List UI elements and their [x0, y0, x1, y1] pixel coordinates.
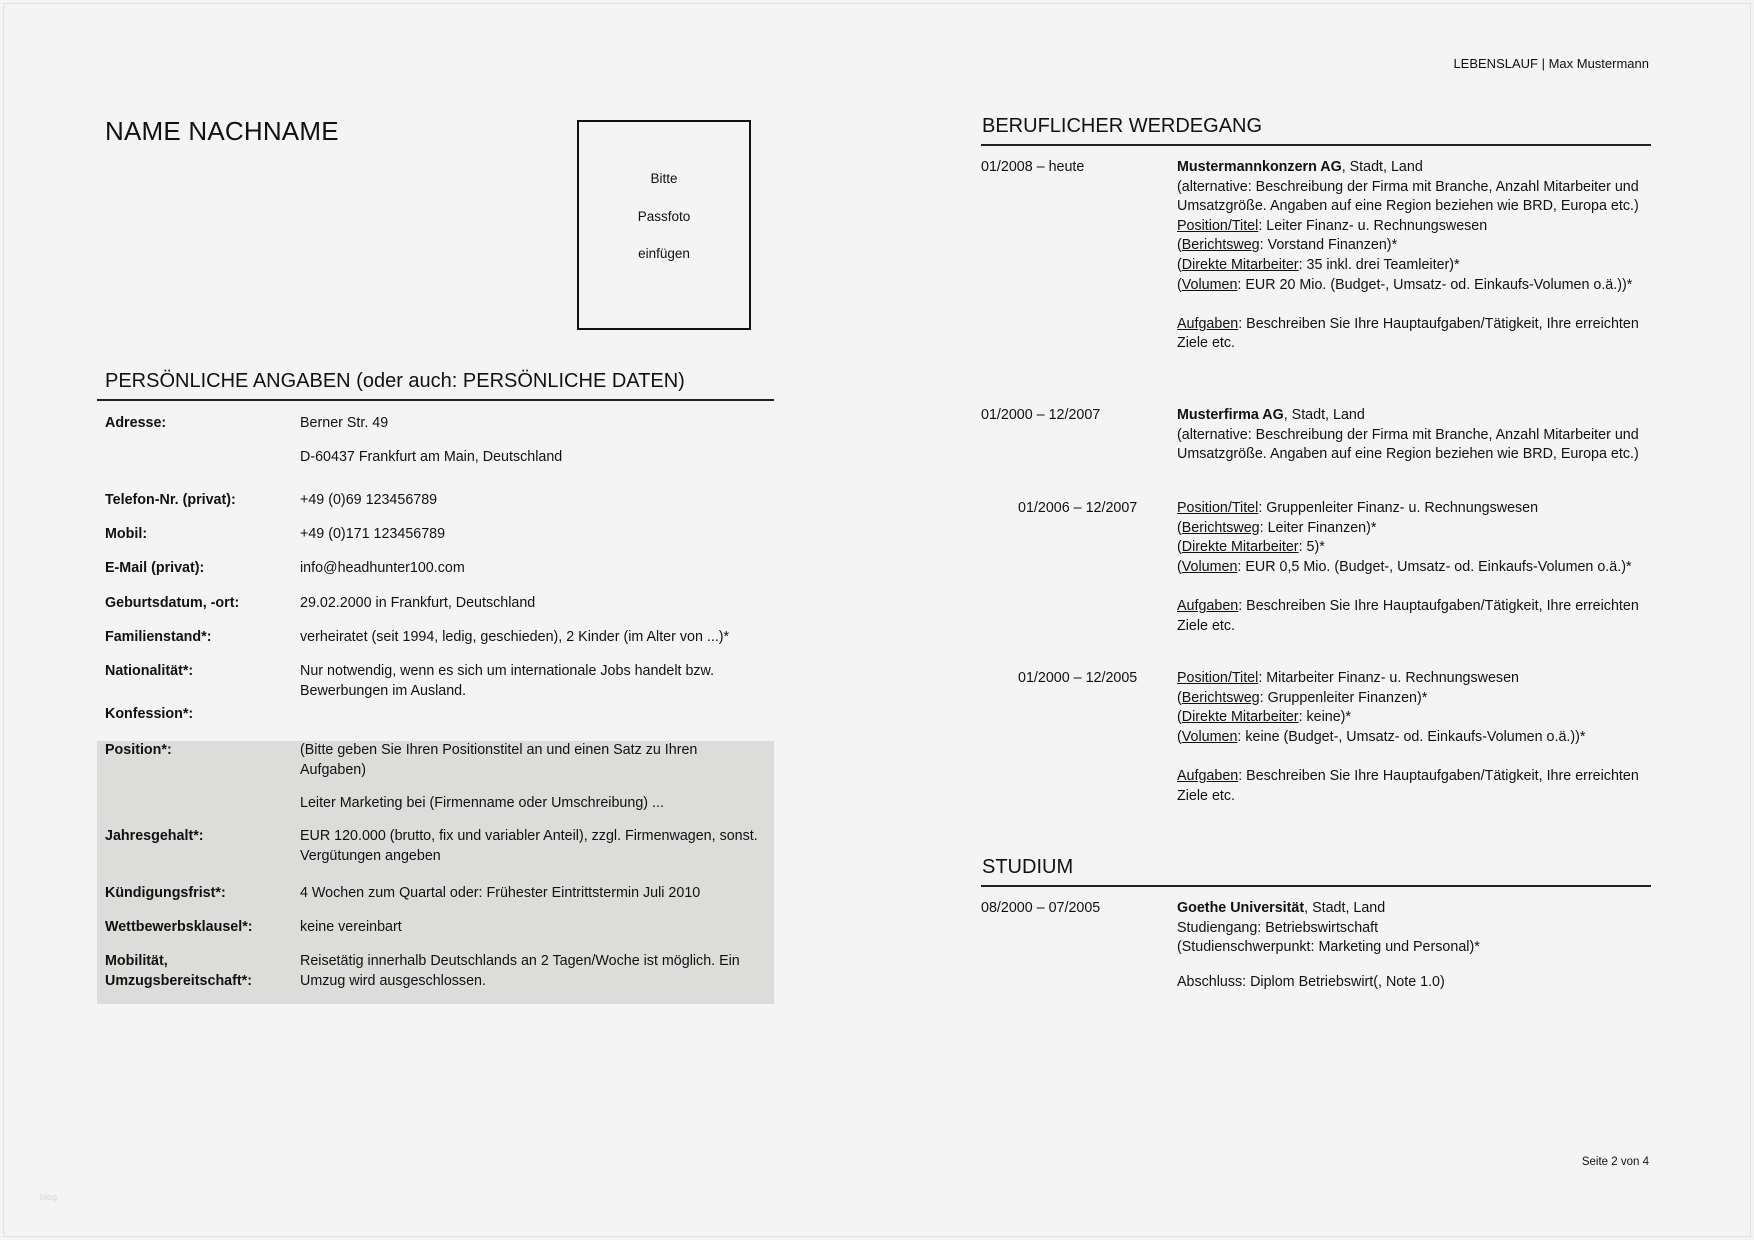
work-field-label: Berichtsweg	[1181, 237, 1260, 254]
personal-value-line: Leiter Marketing bei (Firmenname oder Umschreibung) ...	[300, 795, 664, 812]
personal-value-line: EUR 120.000 (brutto, fix und variabler Anteil), zzgl. Firmenwagen, sonst. Vergütungen angeben	[300, 828, 758, 864]
work-field: (Berichtsweg: Vorstand Finanzen)*	[1177, 237, 1398, 254]
tasks-value: : Beschreiben Sie Ihre Hauptaufgaben/Tätigkeit, Ihre erreichten Ziele etc.	[1177, 767, 1639, 804]
work-field: (Direkte Mitarbeiter: 5)*	[1177, 539, 1325, 556]
work-field-label: Position/Titel	[1177, 500, 1259, 516]
company-line	[1177, 406, 1651, 426]
spacer	[1177, 747, 1651, 767]
company-location: , Stadt, Land	[1283, 407, 1365, 423]
personal-value-line: D-60437 Frankfurt am Main, Deutschland	[300, 448, 563, 465]
study-date: 08/2000 – 07/2005	[981, 900, 1101, 916]
work-field-value: : EUR 20 Mio. (Budget-, Umsatz- od. Einkaufs-Volumen o.ä.))*	[1237, 276, 1633, 293]
personal-label: Mobilität, Umzugsbereitschaft*:	[105, 953, 252, 989]
work-field-value: : Leiter Finanz- u. Rechnungswesen	[1258, 217, 1488, 234]
personal-value	[300, 662, 765, 715]
work-field-value: : Gruppenleiter Finanzen)*	[1259, 689, 1428, 706]
work-field-label: Direkte Mitarbeiter	[1181, 709, 1299, 726]
work-field-value: : Mitarbeiter Finanz- u. Rechnungswesen	[1258, 670, 1519, 686]
work-field: (Berichtsweg: Leiter Finanzen)*	[1177, 519, 1377, 536]
work-field	[1177, 669, 1651, 689]
personal-value-line: verheiratet (seit 1994, ledig, geschieden), 2 Kinder (im Alter von ...)*	[300, 629, 730, 645]
personal-label: Konfession*:	[105, 706, 194, 722]
personal-value	[300, 884, 765, 918]
work-field: (Direkte Mitarbeiter: 35 inkl. drei Teamleiter)*	[1177, 256, 1460, 273]
tasks-label: Aufgaben	[1177, 597, 1239, 614]
photo-text: Passfoto	[637, 208, 691, 224]
study-degree: Abschluss: Diplom Betriebswirt(, Note 1.0)	[1177, 973, 1445, 990]
personal-value-line: (Bitte geben Sie Ihren Positionstitel an und einen Satz zu Ihren Aufgaben)	[300, 742, 698, 778]
applicant-name: NAME NACHNAME	[105, 116, 339, 146]
personal-value	[300, 559, 765, 593]
work-body	[1177, 499, 1651, 636]
work-tasks	[1177, 767, 1651, 806]
personal-label: Geburtsdatum, -ort:	[105, 595, 240, 611]
personal-label: Nationalität*:	[105, 663, 194, 679]
work-body	[1177, 669, 1651, 806]
personal-label: Jahresgehalt*:	[105, 828, 204, 844]
photo-text: Bitte	[650, 171, 678, 186]
personal-value-line: Nur notwendig, wenn es sich um internationale Jobs handelt bzw. Bewerbungen im Ausland.	[300, 663, 715, 699]
personal-value	[300, 952, 765, 1005]
tasks-label: Aufgaben	[1177, 315, 1239, 332]
work-field-label: Position/Titel	[1177, 670, 1259, 686]
personal-label: Kündigungsfrist*:	[105, 885, 226, 901]
work-field-value: : 5)*	[1298, 539, 1325, 556]
personal-value	[300, 628, 765, 662]
company-location: , Stadt, Land	[1341, 159, 1423, 175]
work-field-label: Position/Titel	[1177, 217, 1259, 234]
work-field-value: : keine)*	[1298, 709, 1352, 726]
personal-value	[300, 827, 765, 880]
work-date: 01/2000 – 12/2007	[981, 407, 1101, 423]
work-field-label: Direkte Mitarbeiter	[1181, 539, 1299, 556]
personal-value-line: 4 Wochen zum Quartal oder: Frühester Eintrittstermin Juli 2010	[300, 885, 701, 901]
personal-value	[300, 741, 765, 828]
work-field: (Volumen: EUR 20 Mio. (Budget-, Umsatz- od. Einkaufs-Volumen o.ä.))*	[1177, 276, 1633, 293]
study-heading: STUDIUM	[981, 855, 1651, 887]
work-date: 01/2000 – 12/2005	[1018, 670, 1138, 686]
work-date: 01/2008 – heute	[981, 159, 1085, 175]
school-name: Goethe Universität	[1177, 900, 1305, 916]
work-field: (Berichtsweg: Gruppenleiter Finanzen)*	[1177, 689, 1428, 706]
work-field-value: : Leiter Finanzen)*	[1259, 519, 1377, 536]
work-field: (Volumen: EUR 0,5 Mio. (Budget-, Umsatz- od. Einkaufs-Volumen o.ä.)*	[1177, 558, 1632, 575]
personal-label: E-Mail (privat):	[105, 560, 205, 576]
work-field	[1177, 217, 1651, 237]
watermark: blog	[40, 1192, 58, 1202]
personal-value-line: keine vereinbart	[300, 919, 402, 935]
company-name: Mustermannkonzern AG	[1177, 159, 1342, 175]
tasks-label: Aufgaben	[1177, 767, 1239, 784]
work-field-label: Berichtsweg	[1181, 519, 1260, 536]
personal-value-line: Berner Str. 49	[300, 415, 389, 431]
work-field: (Direkte Mitarbeiter: keine)*	[1177, 709, 1352, 726]
personal-value	[300, 594, 765, 628]
personal-label: Position*:	[105, 742, 172, 758]
company-line	[1177, 158, 1651, 178]
work-field-value: : Vorstand Finanzen)*	[1259, 237, 1398, 254]
work-body	[1177, 158, 1651, 354]
photo-placeholder	[577, 120, 751, 330]
company-description: (alternative: Beschreibung der Firma mit Branche, Anzahl Mitarbeiter und Umsatzgröße. Angaben auf eine Region beziehen wie BRD, Europa etc.)	[1177, 178, 1639, 215]
work-heading: BERUFLICHER WERDEGANG	[981, 114, 1651, 146]
company-description: (alternative: Beschreibung der Firma mit Branche, Anzahl Mitarbeiter und Umsatzgröße. Angaben auf eine Region beziehen wie BRD, Europa etc.)	[1177, 426, 1639, 463]
personal-value-line: 29.02.2000 in Frankfurt, Deutschland	[300, 595, 536, 611]
work-field-value: : keine (Budget-, Umsatz- od. Einkaufs-Volumen o.ä.))*	[1237, 728, 1586, 745]
work-tasks	[1177, 315, 1651, 354]
personal-value-line: info@headhunter100.com	[300, 560, 465, 576]
page-number: Seite 2 von 4	[1581, 1156, 1649, 1168]
personal-value	[300, 918, 765, 952]
work-field-label: Volumen	[1181, 276, 1238, 293]
work-tasks	[1177, 597, 1651, 636]
personal-label: Mobil:	[105, 526, 148, 542]
photo-text: einfügen	[638, 246, 690, 261]
spacer	[1177, 577, 1651, 597]
work-body	[1177, 406, 1651, 465]
tasks-value: : Beschreiben Sie Ihre Hauptaufgaben/Tätigkeit, Ihre erreichten Ziele etc.	[1177, 597, 1639, 634]
personal-value	[300, 491, 765, 525]
work-field-label: Direkte Mitarbeiter	[1181, 256, 1299, 273]
work-field-label: Berichtsweg	[1181, 689, 1260, 706]
personal-value-line: +49 (0)171 123456789	[300, 526, 446, 542]
work-field-label: Volumen	[1181, 558, 1238, 575]
tasks-value: : Beschreiben Sie Ihre Hauptaufgaben/Tätigkeit, Ihre erreichten Ziele etc.	[1177, 315, 1639, 352]
school-location: , Stadt, Land	[1304, 900, 1386, 916]
work-field-label: Volumen	[1181, 728, 1238, 745]
personal-label: Telefon-Nr. (privat):	[105, 492, 236, 508]
study-line: (Studienschwerpunkt: Marketing und Personal)*	[1177, 939, 1480, 956]
work-date: 01/2006 – 12/2007	[1018, 500, 1138, 516]
company-name: Musterfirma AG	[1177, 407, 1284, 423]
personal-value-line: Reisetätig innerhalb Deutschlands an 2 Tagen/Woche ist möglich. Ein Umzug wird ausgeschlossen.	[300, 953, 740, 989]
personal-heading: PERSÖNLICHE ANGABEN (oder auch: PERSÖNLICHE DATEN)	[97, 369, 774, 401]
work-field	[1177, 499, 1651, 519]
running-header: LEBENSLAUF | Max Mustermann	[1453, 56, 1649, 71]
spacer	[1177, 295, 1651, 315]
personal-label: Familienstand*:	[105, 629, 212, 645]
personal-value	[300, 414, 765, 481]
work-field: (Volumen: keine (Budget-, Umsatz- od. Einkaufs-Volumen o.ä.))*	[1177, 728, 1586, 745]
work-field-value: : EUR 0,5 Mio. (Budget-, Umsatz- od. Einkaufs-Volumen o.ä.)*	[1237, 558, 1632, 575]
personal-value	[300, 525, 765, 559]
personal-label: Adresse:	[105, 415, 167, 431]
work-field-value: : Gruppenleiter Finanz- u. Rechnungswesen	[1258, 500, 1539, 516]
work-field-value: : 35 inkl. drei Teamleiter)*	[1298, 256, 1460, 273]
study-line: Studiengang: Betriebswirtschaft	[1177, 919, 1379, 936]
personal-label: Wettbewerbsklausel*:	[105, 919, 253, 935]
personal-value-line: +49 (0)69 123456789	[300, 492, 438, 508]
